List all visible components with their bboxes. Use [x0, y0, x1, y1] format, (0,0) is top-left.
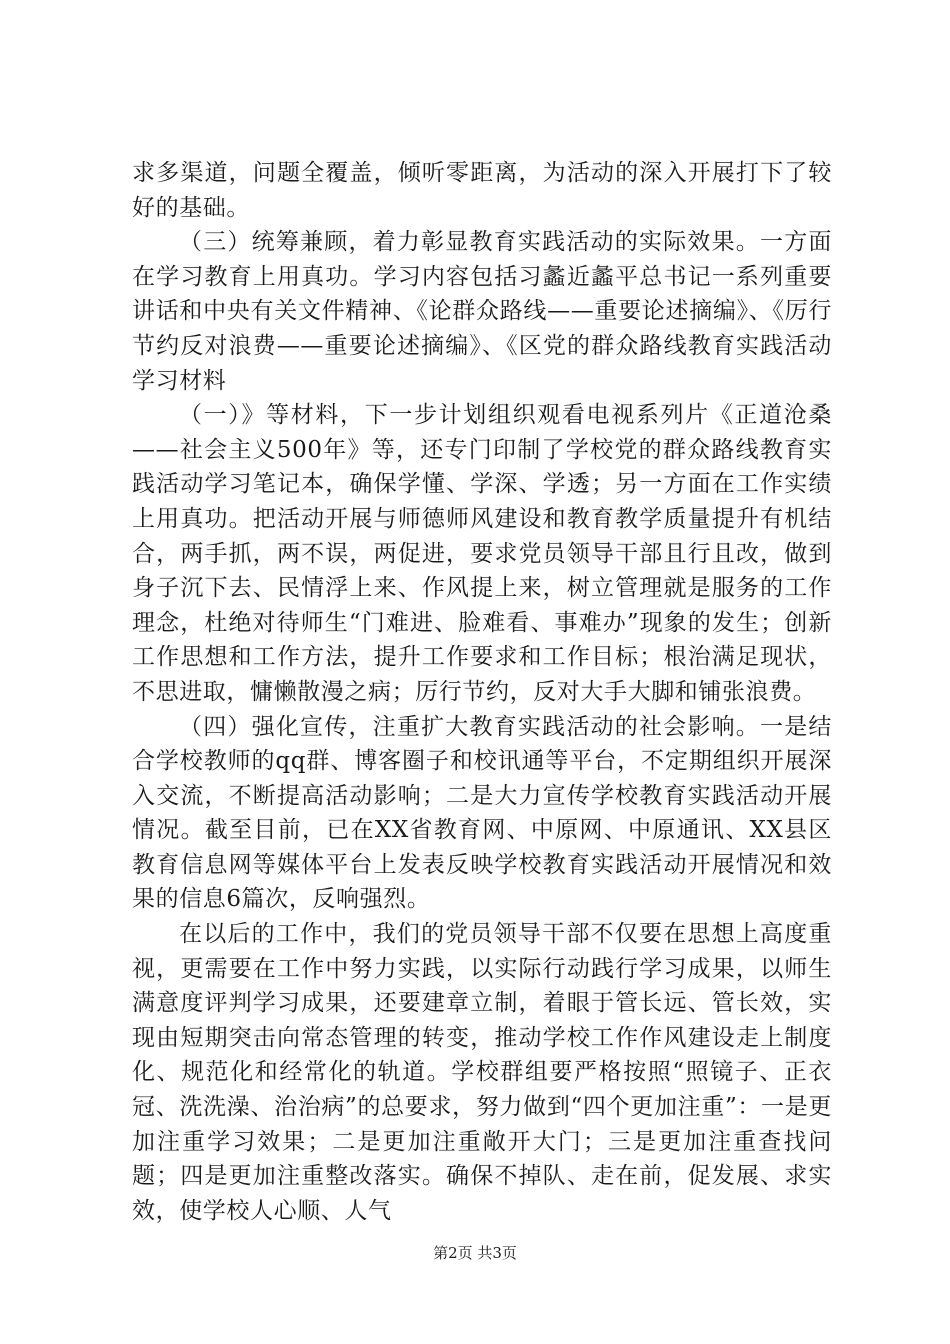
document-body: [132, 156, 832, 1228]
page-number: 第2页 共3页: [433, 1244, 517, 1262]
paragraph-4: （四）强化宣传，注重扩大教育实践活动的社会影响。一是结合学校教师的qq群、博客圈子和校讯通等平台，不定期组织开展深入交流，不断提高活动影响；二是大力宣传学校教育实践活动开展情况。截至目前，已在XX省教育网、中原网、中原通讯、XX县区教育信息网等媒体平台上发表反映学校教育实践活动开展情况和效果的信息6篇次，反响强烈。: [132, 713, 832, 913]
paragraph-2: （三）统筹兼顾，着力彰显教育实践活动的实际效果。一方面在学习教育上用真功。学习内容包括习蠡近蠡平总书记一系列重要讲话和中央有关文件精神、《论群众路线——重要论述摘编》、《厉行节约反对浪费——重要论述摘编》、《区党的群众路线教育实践活动学习材料: [132, 229, 832, 394]
paragraph-3: （一）》等材料，下一步计划组织观看电视系列片《正道沧桑——社会主义500年》等，还专门印制了学校党的群众路线教育实践活动学习笔记本，确保学懂、学深、学透；另一方面在工作实绩上用真功。把活动开展与师德师风建设和教育教学质量提升有机结合，两手抓，两不误，两促进，要求党员领导干部且行且改，做到身子沉下去、民情浮上来、作风提上来，树立管理就是服务的工作理念，杜绝对待师生“门难进、脸难看、事难办”现象的发生；创新工作思想和工作方法，提升工作要求和工作目标；根治满足现状，不思进取，慵懒散漫之病；厉行节约，反对大手大脚和铺张浪费。: [132, 402, 832, 705]
paragraph-1: 求多渠道，问题全覆盖，倾听零距离，为活动的深入开展打下了较好的基础。: [132, 160, 832, 221]
paragraph-5: 在以后的工作中，我们的党员领导干部不仅要在思想上高度重视，更需要在工作中努力实践，以实际行动践行学习成果，以师生满意度评判学习成果，还要建章立制，着眼于管长远、管长效，实现由短期突击向常态管理的转变，推动学校工作作风建设走上制度化、规范化和经常化的轨道。学校群组要严格按照“照镜子、正衣冠、洗洗澡、治治病”的总要求，努力做到“四个更加注重”：一是更加注重学习效果；二是更加注重敞开大门；三是更加注重查找问题；四是更加注重整改落实。确保不掉队、走在前，促发展、求实效，使学校人心顺、人气: [132, 921, 832, 1224]
